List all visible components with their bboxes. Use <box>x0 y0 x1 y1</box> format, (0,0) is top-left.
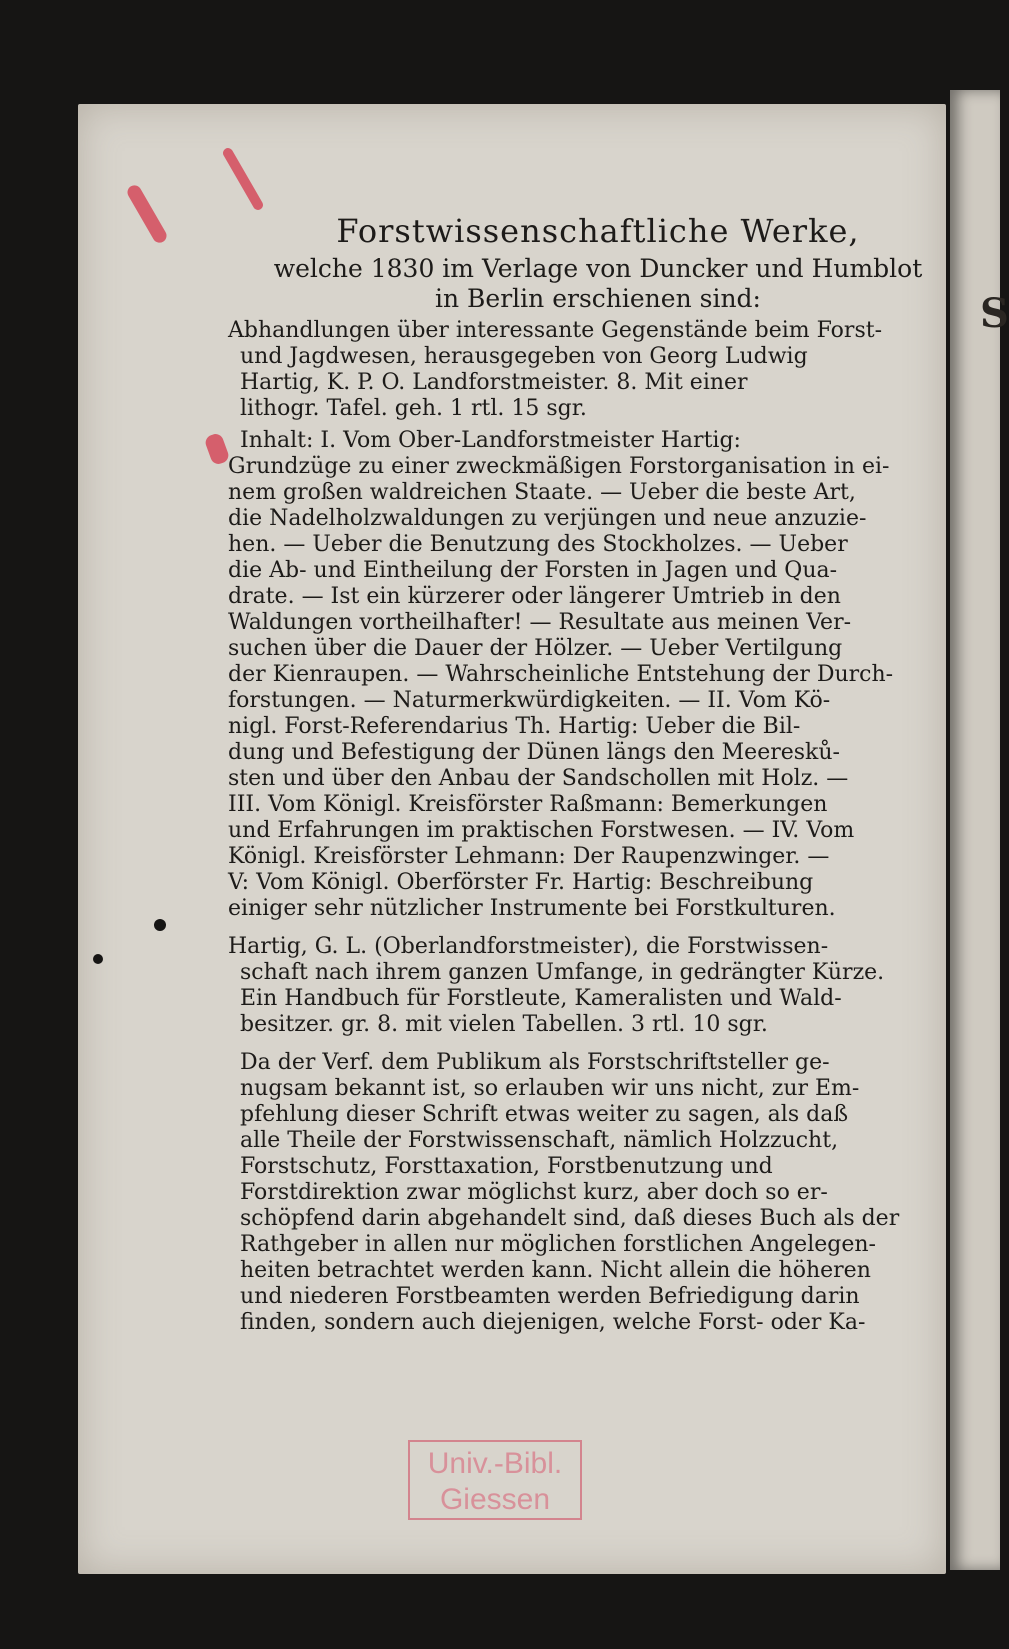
text-line: nem großen waldreichen Staate. — Ueber die beste Art, <box>228 480 856 505</box>
adjacent-page-glyph: S <box>980 290 1009 337</box>
text-line: pfehlung dieser Schrift etwas weiter zu sagen, als daß <box>240 1102 849 1127</box>
text-line: nigl. Forst-Referendarius Th. Hartig: Ueber die Bil- <box>228 714 801 739</box>
text-line: Forstschutz, Forsttaxation, Forstbenutzung und <box>240 1154 773 1179</box>
text-line: heiten betrachtet werden kann. Nicht allein die höheren <box>240 1258 871 1283</box>
text-line: und niederen Forstbeamten werden Befriedigung darin <box>240 1284 860 1309</box>
ink-blot <box>93 954 103 964</box>
text-line: III. Vom Königl. Kreisförster Raßmann: Bemerkungen <box>228 792 828 817</box>
publisher-line: welche 1830 im Verlage von Duncker und Humblot <box>273 254 923 283</box>
text-line: Grundzüge zu einer zweckmäßigen Forstorganisation in ei- <box>228 454 890 479</box>
book-page <box>78 104 946 1574</box>
text-line: nugsam bekannt ist, so erlauben wir uns nicht, zur Em- <box>240 1076 860 1101</box>
text-line: Rathgeber in allen nur möglichen forstlichen Angelegen- <box>240 1232 876 1257</box>
text-line: die Ab- und Eintheilung der Forsten in Jagen und Qua- <box>228 558 838 583</box>
text-line: alle Theile der Forstwissenschaft, nämlich Holzzucht, <box>240 1128 839 1153</box>
text-line: Forstdirektion zwar möglichst kurz, aber doch so er- <box>240 1180 828 1205</box>
text-line: Königl. Kreisförster Lehmann: Der Raupenzwinger. — <box>228 844 830 869</box>
text-line: Hartig, K. P. O. Landforstmeister. 8. Mit einer <box>240 370 748 395</box>
text-line: Inhalt: I. Vom Ober-Landforstmeister Hartig: <box>240 428 741 453</box>
page-title: Forstwissenschaftliche Werke, <box>336 212 860 250</box>
text-line: besitzer. gr. 8. mit vielen Tabellen. 3 rtl. 10 sgr. <box>240 1012 768 1037</box>
red-stain <box>203 432 230 466</box>
text-line: und Jagdwesen, herausgegeben von Georg Ludwig <box>240 344 808 369</box>
stamp-line: Univ.-Bibl. <box>427 1447 563 1480</box>
red-stain <box>221 146 265 212</box>
red-stain <box>125 183 169 245</box>
text-line: einiger sehr nützlicher Instrumente bei Forstkulturen. <box>228 896 836 921</box>
publisher-line: in Berlin erschienen sind: <box>435 284 761 313</box>
text-line: V: Vom Königl. Oberförster Fr. Hartig: Beschreibung <box>228 870 814 895</box>
text-line: hen. — Ueber die Benutzung des Stockholzes. — Ueber <box>228 532 848 557</box>
text-line: forstungen. — Naturmerkwürdigkeiten. — II. Vom Kö- <box>228 688 831 713</box>
text-line: Abhandlungen über interessante Gegenstände beim Forst- <box>228 318 883 343</box>
ink-blot <box>154 919 166 931</box>
text-line: Hartig, G. L. (Oberlandforstmeister), die Forstwissen- <box>228 934 829 959</box>
text-line: Ein Handbuch für Forstleute, Kameralisten und Wald- <box>240 986 842 1011</box>
text-line: Da der Verf. dem Publikum als Forstschriftsteller ge- <box>240 1050 830 1075</box>
stamp-line: Giessen <box>439 1483 551 1516</box>
text-line: suchen über die Dauer der Hölzer. — Ueber Vertilgung <box>228 636 843 661</box>
text-line: und Erfahrungen im praktischen Forstwesen. — IV. Vom <box>228 818 855 843</box>
text-line: die Nadelholzwaldungen zu verjüngen und neue anzuzie- <box>228 506 867 531</box>
text-line: schaft nach ihrem ganzen Umfange, in gedrängter Kürze. <box>240 960 885 985</box>
text-line: dung und Befestigung der Dünen längs den Meeresků- <box>228 740 840 765</box>
text-line: der Kienraupen. — Wahrscheinliche Entstehung der Durch- <box>228 662 894 687</box>
text-line: drate. — Ist ein kürzerer oder längerer Umtrieb in den <box>228 584 841 609</box>
library-stamp <box>408 1440 582 1520</box>
text-line: sten und über den Anbau der Sandschollen mit Holz. — <box>228 766 849 791</box>
text-line: lithogr. Tafel. geh. 1 rtl. 15 sgr. <box>240 396 587 421</box>
text-line: finden, sondern auch diejenigen, welche Forst- oder Ka- <box>240 1310 866 1335</box>
text-line: Waldungen vortheilhafter! — Resultate aus meinen Ver- <box>228 610 852 635</box>
text-line: schöpfend darin abgehandelt sind, daß dieses Buch als der <box>240 1206 900 1231</box>
